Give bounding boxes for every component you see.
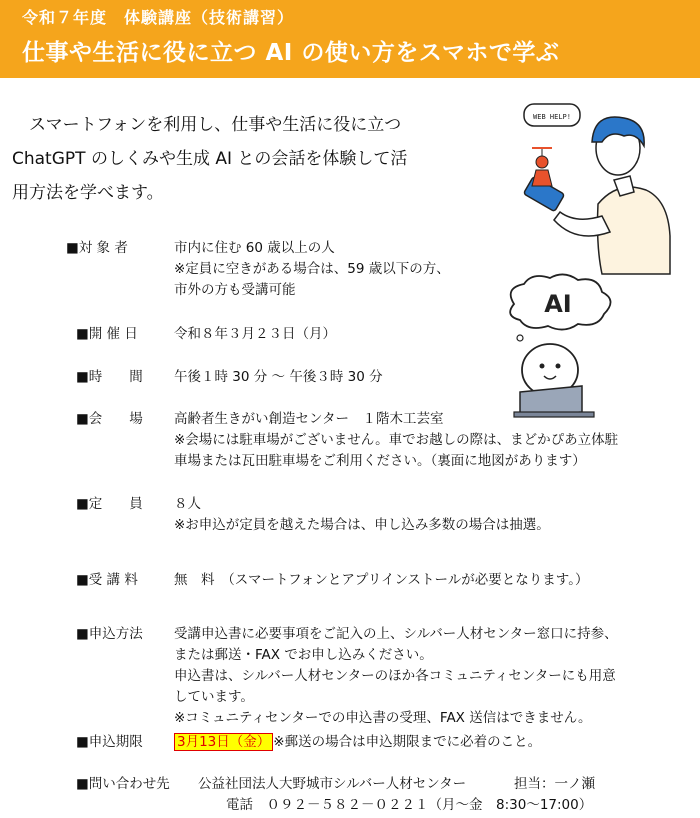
section-contact (76, 774, 686, 818)
section-capacity (76, 494, 676, 538)
section-apply (76, 624, 686, 732)
apply-text: ※コミュニティセンターでの申込書の受理、FAX 送信はできません。 (174, 710, 592, 726)
deadline-date: 3月13日（金） (174, 733, 273, 751)
section-venue (76, 409, 676, 475)
capacity-value: ８人 (174, 496, 201, 512)
contact-phone: 電話 ０９２－５８２－０２２１（月～金 8:30～17:00） (226, 797, 593, 813)
label-time: ■時 間 (76, 369, 143, 385)
section-date (76, 324, 476, 346)
contact-org: 公益社団法人大野城市シルバー人材センター (198, 776, 467, 792)
venue-note: 車場または瓦田駐車場をご利用ください。（裏面に地図があります） (174, 453, 586, 469)
section-fee (76, 570, 676, 592)
label-contact: ■問い合わせ先 (76, 776, 170, 792)
intro-paragraph (12, 108, 482, 210)
intro-line: スマートフォンを利用し、仕事や生活に役に立つ (12, 115, 402, 135)
venue-note: ※会場には駐車場がございません。車でお越しの際は、まどかぴあ立体駐 (174, 432, 619, 448)
label-capacity: ■定 員 (76, 496, 143, 512)
date-value: 令和８年３月２３日（月） (174, 326, 336, 342)
label-venue: ■会 場 (76, 411, 143, 427)
apply-text: または郵送・FAX でお申し込みください。 (174, 647, 433, 663)
label-fee: ■受 講 料 (76, 572, 138, 588)
ai-character-illustration (498, 270, 626, 420)
venue-value: 高齢者生きがい創造センター １階木工芸室 (174, 411, 444, 427)
intro-line: ChatGPT のしくみや生成 AI との会話を体験して活 (12, 149, 408, 169)
fee-value: 無 料 （スマートフォンとアプリインストールが必要となります。） (174, 572, 589, 588)
target-note: 市外の方も受講可能 (174, 282, 296, 298)
capacity-note: ※お申込が定員を越えた場合は、申し込み多数の場合は抽選。 (174, 517, 550, 533)
person-with-phone-illustration (506, 96, 676, 276)
ai-bubble-text: AI (544, 290, 572, 318)
target-note: ※定員に空きがある場合は、59 歳以下の方、 (174, 261, 450, 277)
deadline-note: ※郵送の場合は申込期限までに必着のこと。 (273, 734, 542, 750)
header-banner (0, 0, 700, 78)
banner-subtitle: 令和７年度 体験講座（技術講習） (22, 8, 295, 27)
apply-text: 受講申込書に必要事項をご記入の上、シルバー人材センター窓口に持参、 (174, 626, 618, 642)
label-date: ■開 催 日 (76, 326, 138, 342)
label-target: ■対 象 者 (66, 240, 128, 256)
target-value: 市内に住む 60 歳以上の人 (174, 240, 335, 256)
label-deadline: ■申込期限 (76, 734, 143, 750)
time-value: 午後１時 30 分 ～ 午後３時 30 分 (174, 369, 383, 385)
section-deadline (76, 732, 686, 754)
section-target (66, 238, 506, 304)
contact-person: 担当：一ノ瀬 (514, 776, 595, 792)
apply-text: しています。 (174, 689, 254, 705)
apply-text: 申込書は、シルバー人材センターのほか各コミュニティセンターにも用意 (174, 668, 616, 684)
help-bubble-text: WEB HELP! (533, 113, 571, 121)
banner-title: 仕事や生活に役に立つ AI の使い方をスマホで学ぶ (22, 40, 560, 66)
section-time (76, 367, 476, 389)
label-apply: ■申込方法 (76, 626, 143, 642)
intro-line: 用方法を学べます。 (12, 183, 164, 203)
